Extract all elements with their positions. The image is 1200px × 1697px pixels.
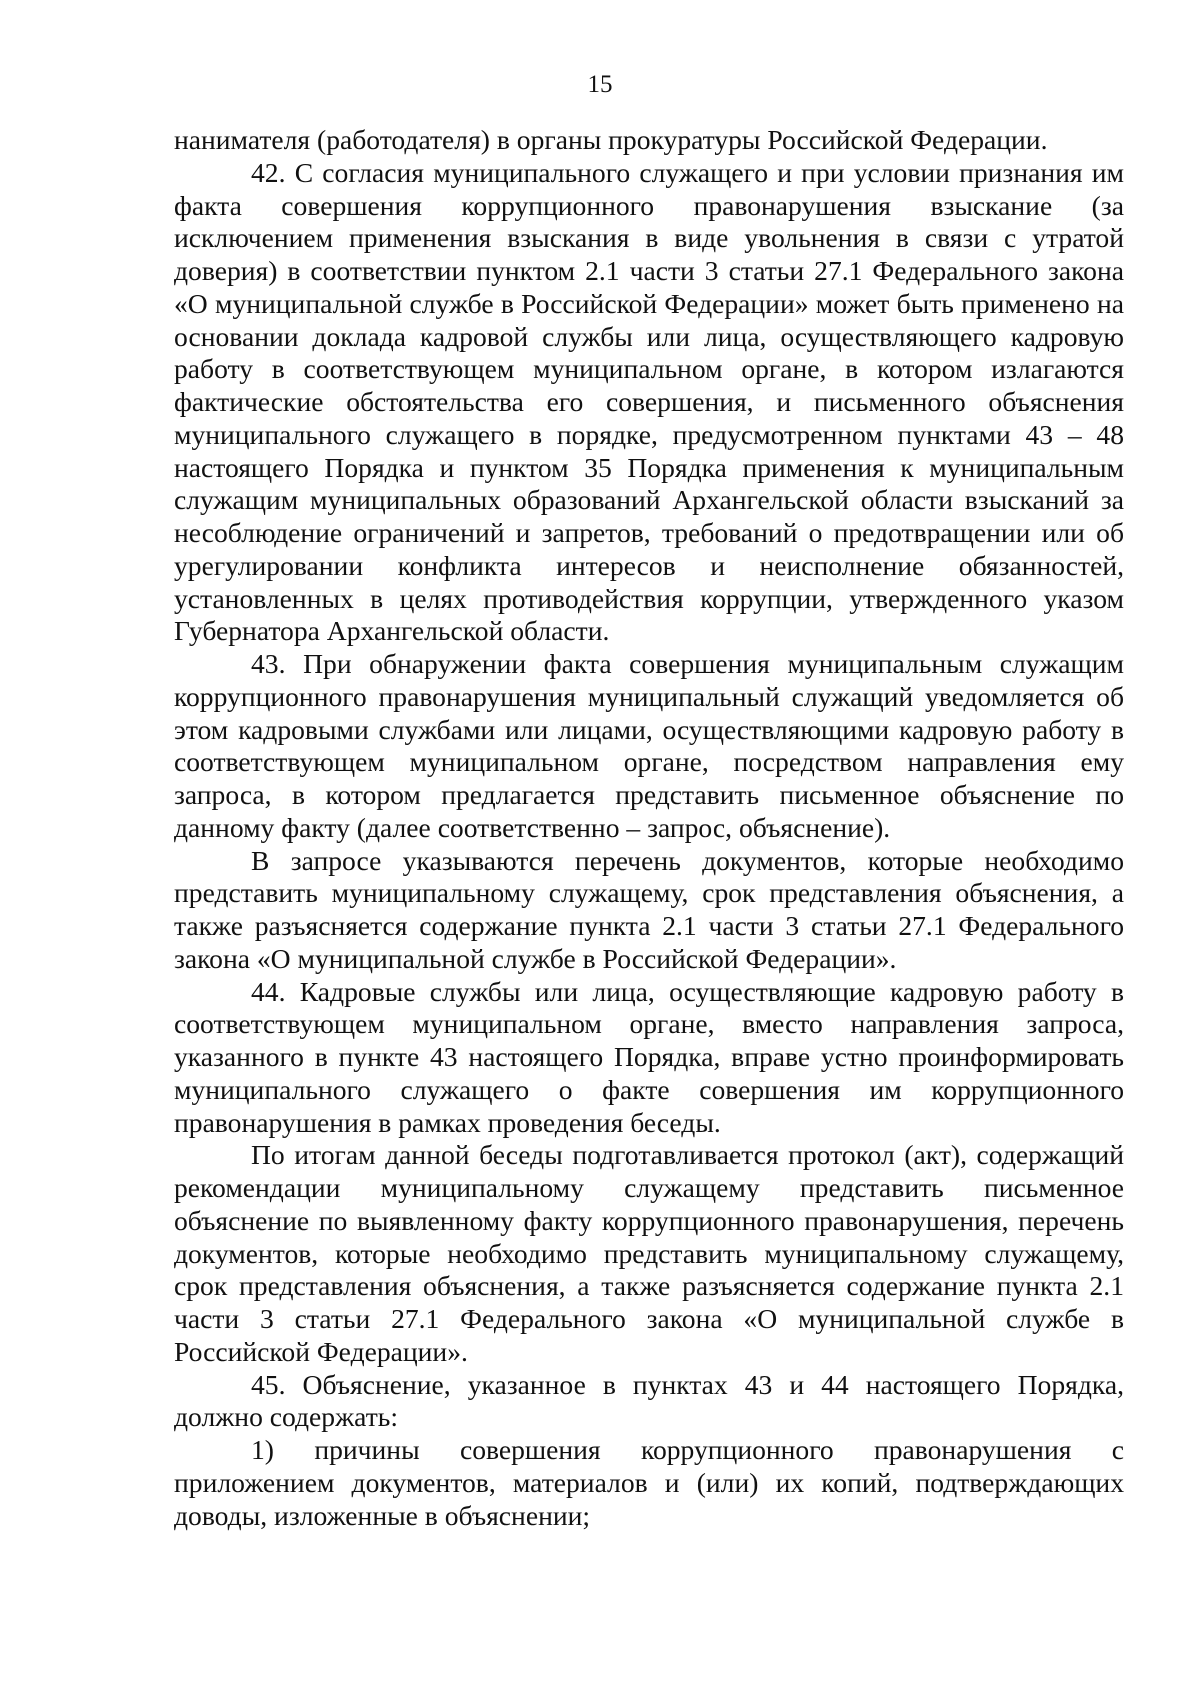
paragraph-item-43: 43. При обнаружении факта совершения муниципальным служащим коррупционного правонарушения муниципальный служащий уведомляется об этом кадровыми службами или лицами, осуществляющими кадровую работу в соответствующем муниципальном органе, посредством направления ему запроса, в котором предлагается представить письменное объяснение по данному факту (далее соответственно – запрос, объяснение). [174, 648, 1124, 843]
paragraph-item-42: 42. С согласия муниципального служащего и при условии признания им факта совершения коррупционного правонарушения взыскание (за исключением применения взыскания в виде увольнения в связи с утратой доверия) в соответствии пунктом 2.1 части 3 статьи 27.1 Федерального закона «О муниципальной службе в Российской Федерации» может быть применено на основании доклада кадровой службы или лица, осуществляющего кадровую работу в соответствующем муниципальном органе, в котором излагаются фактические обстоятельства его совершения, и письменного объяснения муниципального служащего в порядке, предусмотренном пунктами 43 – 48 настоящего Порядка и пунктом 35 Порядка применения к муниципальным служащим муниципальных образований Архангельской области взысканий за несоблюдение ограничений и запретов, требований о предотвращении или об урегулировании конфликта интересов и неисполнение обязанностей, установленных в целях противодействия коррупции, утвержденного указом Губернатора Архангельской области. [174, 156, 1124, 647]
document-body [174, 124, 1124, 1532]
paragraph-item-45: 45. Объяснение, указанное в пунктах 43 и 44 настоящего Порядка, должно содержать: [174, 1368, 1124, 1433]
paragraph-conversation-results: По итогам данной беседы подготавливается протокол (акт), содержащий рекомендации муниципальному служащему представить письменное объяснение по выявленному факту коррупционного правонарушения, перечень документов, которые необходимо представить муниципальному служащему, срок представления объяснения, а также разъясняется содержание пункта 2.1 части 3 статьи 27.1 Федерального закона «О муниципальной службе в Российской Федерации». [174, 1139, 1124, 1367]
paragraph-continuation: нанимателя (работодателя) в органы прокуратуры Российской Федерации. [174, 124, 1048, 155]
paragraph-item-44: 44. Кадровые службы или лица, осуществляющие кадровую работу в соответствующем муниципальном органе, вместо направления запроса, указанного в пункте 43 настоящего Порядка, вправе устно проинформировать муниципального служащего о факте совершения им коррупционного правонарушения в рамках проведения беседы. [174, 975, 1124, 1138]
paragraph-subitem-1: 1) причины совершения коррупционного правонарушения с приложением документов, материалов и (или) их копий, подтверждающих доводы, изложенные в объяснении; [174, 1434, 1124, 1531]
page-number: 15 [587, 71, 613, 98]
paragraph-request-contents: В запросе указываются перечень документов, которые необходимо представить муниципальному служащему, срок представления объяснения, а также разъясняется содержание пункта 2.1 части 3 статьи 27.1 Федерального закона «О муниципальной службе в Российской Федерации». [174, 844, 1124, 974]
